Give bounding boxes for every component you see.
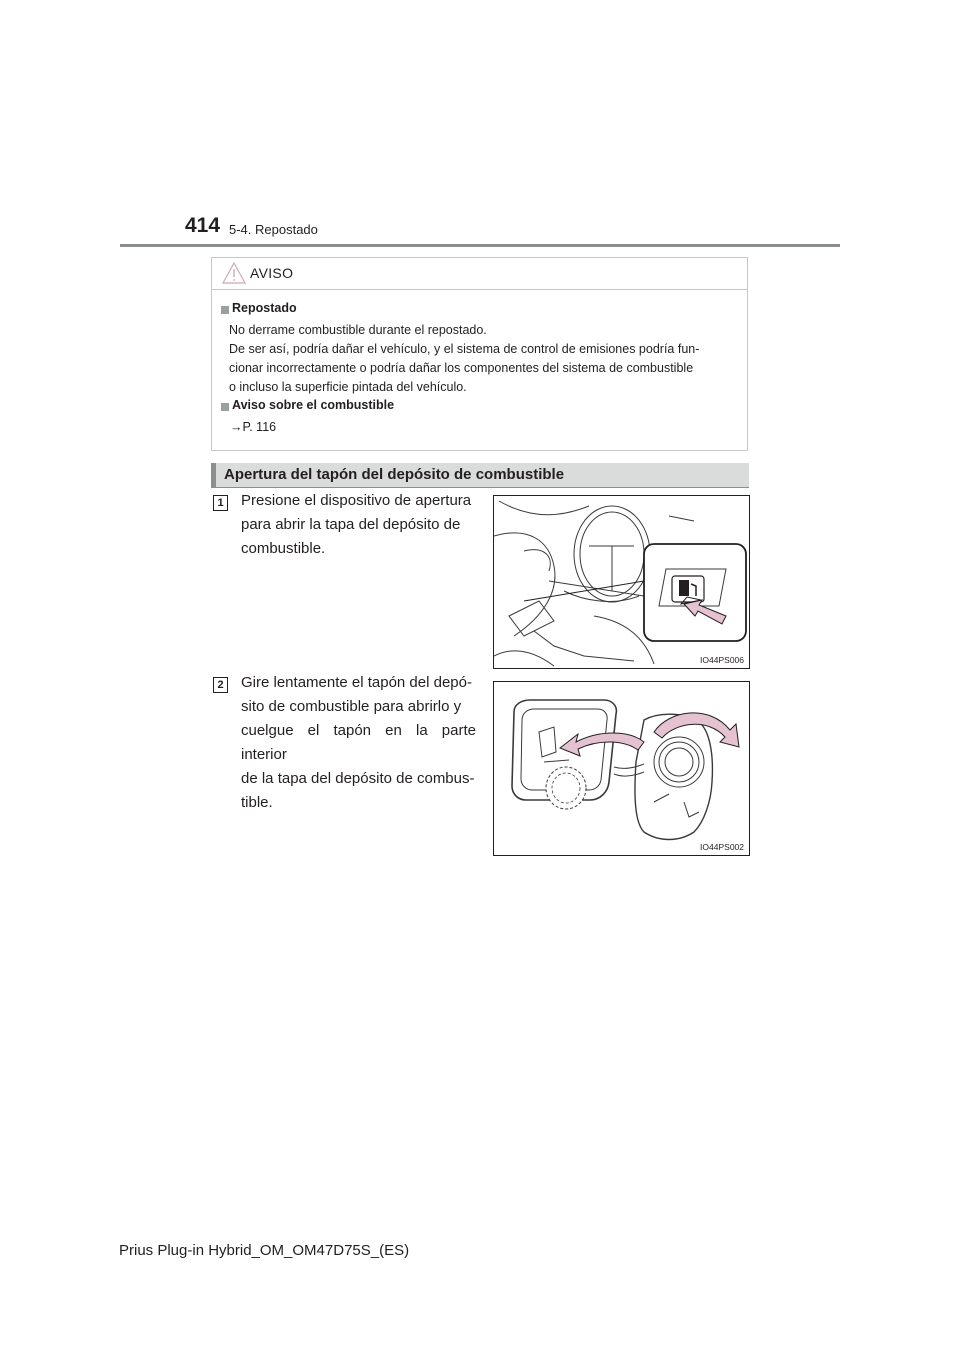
warning-line: o incluso la superficie pintada del vehículo. (229, 380, 467, 394)
warning-box (211, 257, 748, 451)
step-line: combustible. (241, 540, 326, 557)
header-rule (120, 244, 840, 247)
step-number: 2 (213, 677, 228, 693)
page-reference: →P. 116 (230, 420, 277, 434)
fuel-door-opener-figure (493, 495, 750, 669)
section-label: 5-4. Repostado (229, 222, 318, 237)
dashboard-illustration (494, 496, 749, 668)
figure-code: IO44PS002 (700, 842, 744, 852)
section-bar-accent (211, 463, 216, 487)
fuel-cap-illustration (494, 682, 749, 855)
step-line: Presione el dispositivo de apertura (241, 492, 472, 509)
warning-line: No derrame combustible durante el repostado. (229, 323, 487, 337)
document-footer: Prius Plug-in Hybrid_OM_OM47D75S_(ES) (119, 1242, 410, 1259)
step-line: para abrir la tapa del depósito de (241, 516, 461, 533)
warning-title: AVISO (250, 265, 294, 281)
warning-item-heading: Repostado (232, 301, 297, 315)
warning-line: De ser así, podría dañar el vehículo, y el sistema de control de emisiones podría fun- (229, 342, 700, 356)
step-line: Gire lentamente el tapón del depó- (241, 674, 472, 691)
warning-triangle-icon (222, 262, 246, 284)
step-line: tible. (241, 794, 273, 811)
warning-header (212, 258, 747, 290)
step-text (241, 671, 476, 815)
warning-line: cionar incorrectamente o podría dañar los componentes del sistema de combustible (229, 361, 694, 375)
warning-item-heading: Aviso sobre el combustible (232, 398, 395, 412)
fuel-cap-figure (493, 681, 750, 856)
step-text (241, 489, 476, 561)
section-title-bar (211, 463, 749, 487)
step-number: 1 (213, 495, 228, 511)
warning-item-body (230, 418, 740, 437)
warning-item-body (229, 321, 739, 397)
step-line: de la tapa del depósito de combus- (241, 770, 475, 787)
bullet-square-icon (221, 306, 229, 314)
section-title: Apertura del tapón del depósito de combustible (224, 466, 565, 483)
step-line: sito de combustible para abrirlo y (241, 698, 462, 715)
section-rule (211, 487, 749, 488)
page-number: 414 (185, 214, 221, 237)
bullet-square-icon (221, 403, 229, 411)
figure-code: IO44PS006 (700, 655, 744, 665)
step-line: cuelgue el tapón en la parte interior (241, 722, 476, 763)
